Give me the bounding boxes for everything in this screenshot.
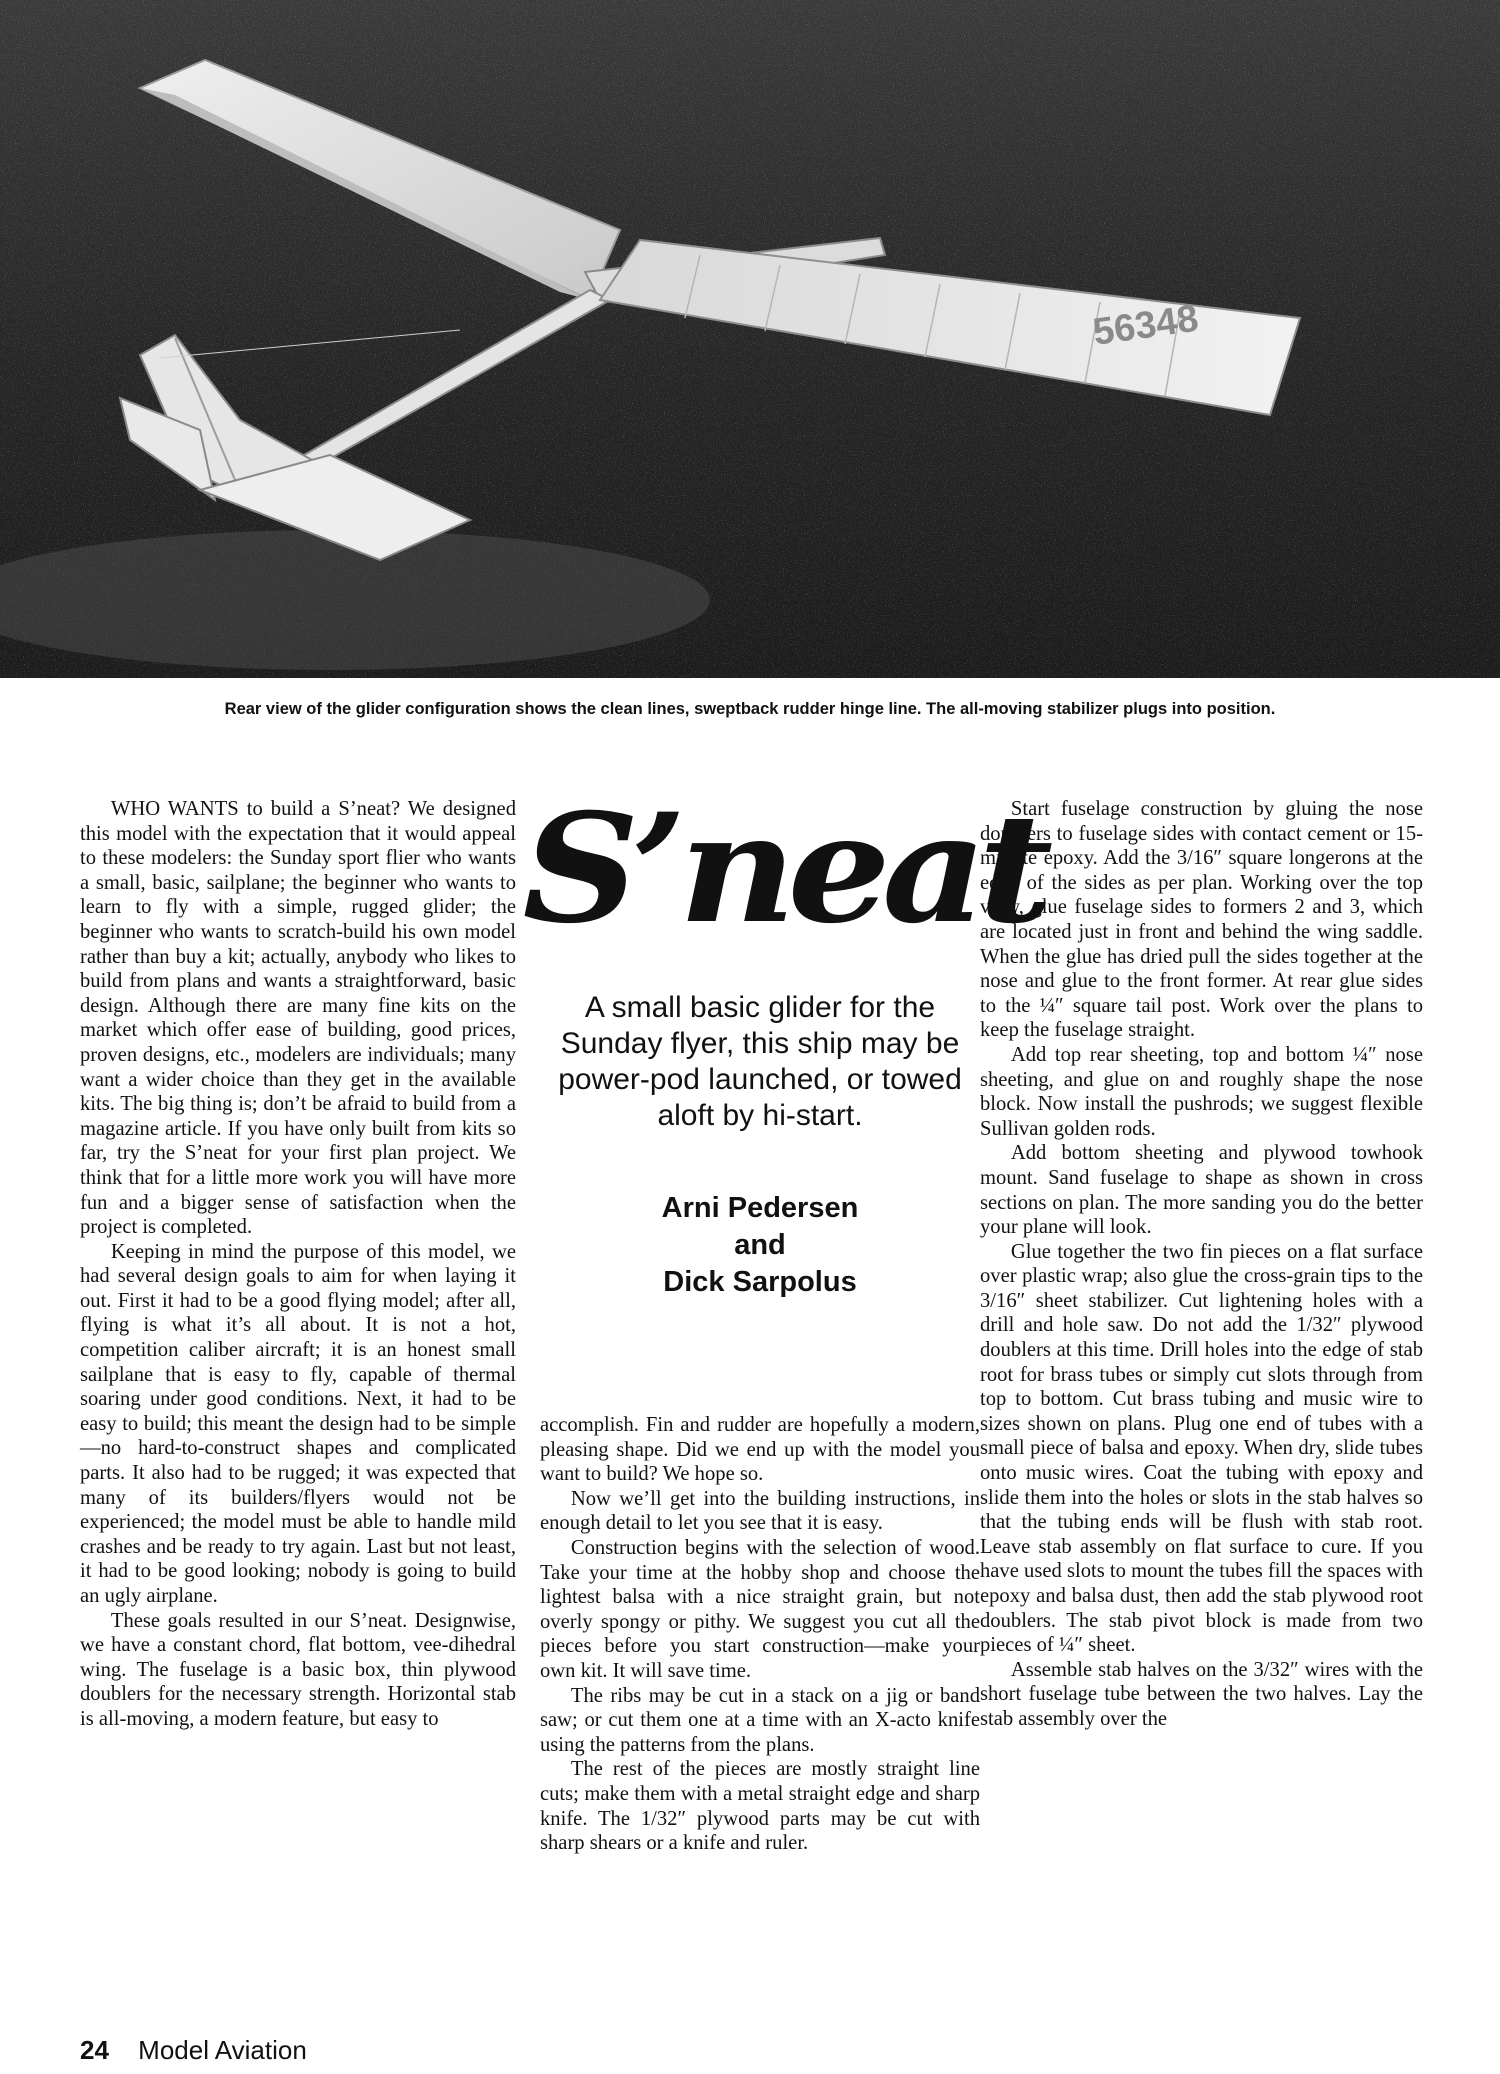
paragraph: Now we’ll get into the building instructions, in enough detail to let you see that it is easy. [540,1487,980,1535]
article-column-3 [980,797,1423,1732]
photo-caption: Rear view of the glider configuration shows the clean lines, sweptback rudder hinge line. The all-moving stabilizer plugs into position. [224,700,1276,718]
paragraph: WHO WANTS to build a S’neat? We designed this model with the expectation that it would appeal to these modelers: the Sunday sport flier who wants a small, basic, sailplane; the beginner who wants to learn to fly with a simple, rugged glider; the beginner who wants to scratch-build his own model rather than buy a kit; actually, anybody who likes to build from plans and wants a straightforward, basic design. Although there are many fine kits on the market which offer ease of building, good prices, proven designs, etc., modelers are individuals; many want a wider choice than they get in the available kits. The big thing is; don’t be afraid to build from a magazine article. If you have only built from kits so far, try the S’neat for your first plan project. We think that for a little more work you will have more fun and a bigger sense of satisfaction when the project is completed. [80,798,516,1239]
paragraph: Start fuselage construction by gluing the nose doublers to fuselage sides with contact cement or 15-minute epoxy. Add the 3/16″ square longerons at the edge of the sides as per plan. Working over the top view, glue fuselage sides to formers 2 and 3, which are located just in front and behind the wing saddle. When the glue has dried pull the sides together at the nose and glue to the front former. At rear glue sides to the ¼″ square tail post. Work over the plans to keep the fuselage straight. [980,798,1423,1042]
article-column-2 [540,1413,980,1856]
page-footer [80,2035,307,2066]
title-block [522,781,1045,1301]
publication-name: Model Aviation [138,2035,307,2065]
paragraph: Construction begins with the selection of wood. Take your time at the hobby shop and choose the lightest balsa with a nice straight grain, but not overly spongy or pithy. We suggest you cut all the pieces before you start construction—make your own kit. It will save time. [540,1536,980,1682]
paragraph: Add bottom sheeting and plywood towhook mount. Sand fuselage to shape as shown in cross sections on plan. The more sanding you do the better your plane will look. [980,1142,1423,1239]
paragraph: Assemble stab halves on the 3/32″ wires with the short fuselage tube between the two halves. Lay the stab assembly over the [980,1658,1423,1730]
author-name: Dick Sarpolus [663,1266,857,1298]
wing-registration: 56348 [1090,297,1201,354]
glider-photo-art [0,0,1500,678]
byline-conjunction: and [734,1229,786,1261]
paragraph: The ribs may be cut in a stack on a jig or band saw; or cut them one at a time with an X-acto knife using the patterns from the plans. [540,1684,980,1756]
article-column-1 [80,797,516,1732]
article-subtitle: A small basic glider for the Sunday flyer, this ship may be power-pod launched, or towed aloft by hi-start. [558,991,962,1132]
glider-photo [0,0,1500,678]
author-name: Arni Pedersen [661,1192,859,1224]
paragraph: Keeping in mind the purpose of this model, we had several design goals to aim for when laying it out. First it had to be a good flying model; after all, flying is what it’s all about. It is not a hot, competition caliber aircraft; it is an honest small sailplane that is easy to fly, capable of thermal soaring under good conditions. Next, it had to be easy to build; this meant the design had to be simple—no hard-to-construct shapes and complicated parts. It also had to be rugged; it was expected that many of its builders/flyers would not be experienced; the model must be able to handle mild crashes and be ready to try again. Last but not least, it had to be good looking; nobody is going to build an ugly airplane. [80,1240,516,1607]
paragraph: Add top rear sheeting, top and bottom ¼″ nose sheeting, and glue on and roughly shape the nose block. Now install the pushrods; we suggest flexible Sullivan golden rods. [980,1043,1423,1140]
byline [540,1190,980,1301]
paragraph: accomplish. Fin and rudder are hopefully a modern, pleasing shape. Did we end up with the model you want to build? We hope so. [540,1414,980,1486]
article-title: S’neat [522,781,1045,957]
paragraph: These goals resulted in our S’neat. Designwise, we have a constant chord, flat bottom, vee-dihedral wing. The fuselage is a basic box, thin plywood doublers for the necessary strength. Horizontal stab is all-moving, a modern feature, but easy to [80,1609,516,1730]
paragraph: The rest of the pieces are mostly straight line cuts; make them with a metal straight edge and sharp knife. The 1/32″ plywood parts may be cut with sharp shears or a knife and ruler. [540,1758,980,1855]
page-number: 24 [80,2035,109,2065]
paragraph: Glue together the two fin pieces on a flat surface over plastic wrap; also glue the cross-grain tips to the 3/16″ sheet stabilizer. Cut lightening holes with a drill and hole saw. Do not add the 1/32″ plywood doublers at this time. Drill holes into the edge of stab root for brass tubes or simply cut slots through from top to bottom. Cut brass tubing and music wire to sizes shown on plans. Plug one end of tubes with a small piece of balsa and epoxy. When dry, slide tubes onto music wires. Coat the tubing with epoxy and slide them into the holes or slots in the stab halves so that the tubing ends will be flush with stab root. Leave stab assembly on flat surface to cure. If you have used slots to mount the tubes fill the spaces with epoxy and balsa dust, then add the stab plywood root doublers. The stab pivot block is made from two pieces of ¼″ sheet. [980,1240,1423,1657]
